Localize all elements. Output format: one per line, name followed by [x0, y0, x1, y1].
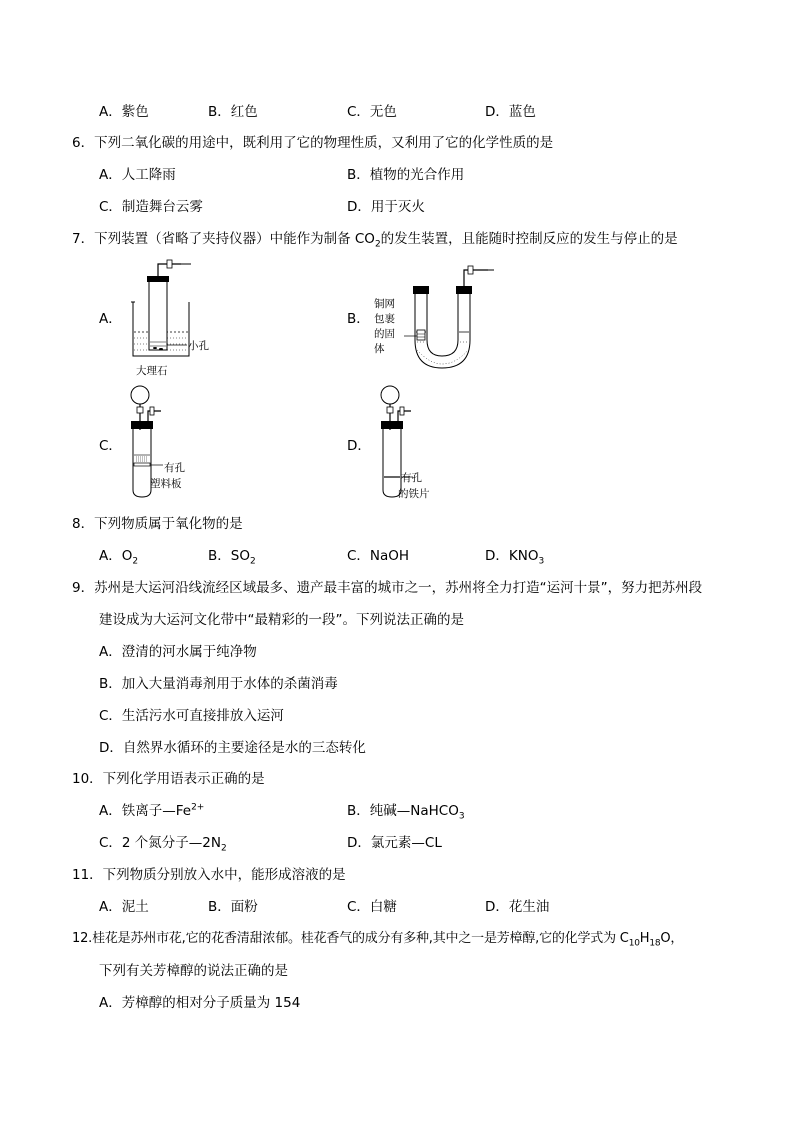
q8-option-c: C．NaOH [347, 548, 410, 564]
q8-stem: 8．下列物质属于氧化物的是 [72, 516, 243, 532]
q7-label-d: D． [347, 438, 371, 454]
q5-option-a: A．紫色 [99, 104, 149, 120]
q9-option-c: C．生活污水可直接排放入运河 [99, 708, 284, 724]
q12-stem-line-2: 下列有关芳樟醇的说法正确的是 [99, 963, 288, 979]
q6-option-b: B．植物的光合作用 [347, 167, 465, 183]
q11-option-c: C．白糖 [347, 899, 397, 915]
q5-option-c: C．无色 [347, 104, 397, 120]
q7-stem: 7．下列装置（省略了夹持仪器）中能作为制备 $CO_2$的发生装置，且能随时控制反应的发生与停止的是 [72, 231, 678, 250]
q7-label-c: C． [99, 438, 122, 454]
q9-option-a: A．澄清的河水属于纯净物 [99, 644, 257, 660]
q6-stem: 6．下列二氧化碳的用途中，既利用了它的物理性质，又利用了它的化学性质的是 [72, 135, 554, 151]
q7-b-wrap-label-4: 体 [374, 343, 385, 355]
q11-option-a: A．泥土 [99, 899, 149, 915]
q11-option-d: D．花生油 [485, 899, 550, 915]
q10-stem: 10．下列化学用语表示正确的是 [72, 771, 265, 787]
q7-a-hole-label: 小孔 [188, 340, 209, 352]
q8-option-a: A．$O_2$ [99, 548, 139, 567]
q8-option-b: B．$SO_2$ [208, 548, 256, 567]
q7-d-plate-label-2: 的铁片 [398, 488, 430, 500]
q9-stem-line-1: 9．苏州是大运河沿线流经区域最多、遗产最丰富的城市之一，苏州将全力打造“运河十景”，努力把苏州段 [72, 580, 703, 596]
q7-label-b: B． [347, 311, 370, 327]
q9-stem-line-2: 建设成为大运河文化带中“最精彩的一段”。下列说法正确的是 [99, 612, 464, 628]
q8-option-d: D．$KNO_3$ [485, 548, 545, 567]
q7-a-stone-label: 大理石 [136, 365, 168, 377]
q6-option-d: D．用于灭火 [347, 199, 425, 215]
q11-option-b: B．面粉 [208, 899, 258, 915]
q7-c-plate-label-1: 有孔 [164, 462, 185, 474]
q10-option-d: D．氯元素—CL [347, 835, 442, 851]
q7-b-wrap-label-1: 铜网 [374, 298, 395, 310]
q6-option-a: A．人工降雨 [99, 167, 176, 183]
q7-c-plate-label-2: 塑料板 [150, 478, 182, 490]
q7-d-plate-label-1: 有孔 [401, 472, 422, 484]
q10-option-b: B．纯碱—NaHCO$_3$ [347, 803, 465, 822]
q7-label-a: A． [99, 311, 122, 327]
q12-stem-line-1: 12.桂花是苏州市花,它的花香清甜浓郁。桂花香气的成分有多种,其中之一是芳樟醇,它的化学式为 $C_{10}H_{18}O$， [72, 931, 684, 949]
q12-option-a: A．芳樟醇的相对分子质量为 154 [99, 995, 301, 1011]
q9-option-b: B．加入大量消毒剂用于水体的杀菌消毒 [99, 676, 338, 692]
q5-option-b: B．红色 [208, 104, 258, 120]
q6-option-c: C．制造舞台云雾 [99, 199, 203, 215]
q10-option-a: A．铁离子$—Fe^{2+}$ [99, 802, 205, 819]
q5-option-d: D．蓝色 [485, 104, 536, 120]
q11-stem: 11．下列物质分别放入水中，能形成溶液的是 [72, 867, 346, 883]
q7-b-wrap-label-3: 的固 [374, 328, 395, 340]
q10-option-c: C．2 个氮分子$—2N_2$ [99, 835, 227, 854]
q9-option-d: D．自然界水循环的主要途径是水的三态转化 [99, 740, 366, 756]
q7-b-wrap-label-2: 包裹 [374, 313, 395, 325]
